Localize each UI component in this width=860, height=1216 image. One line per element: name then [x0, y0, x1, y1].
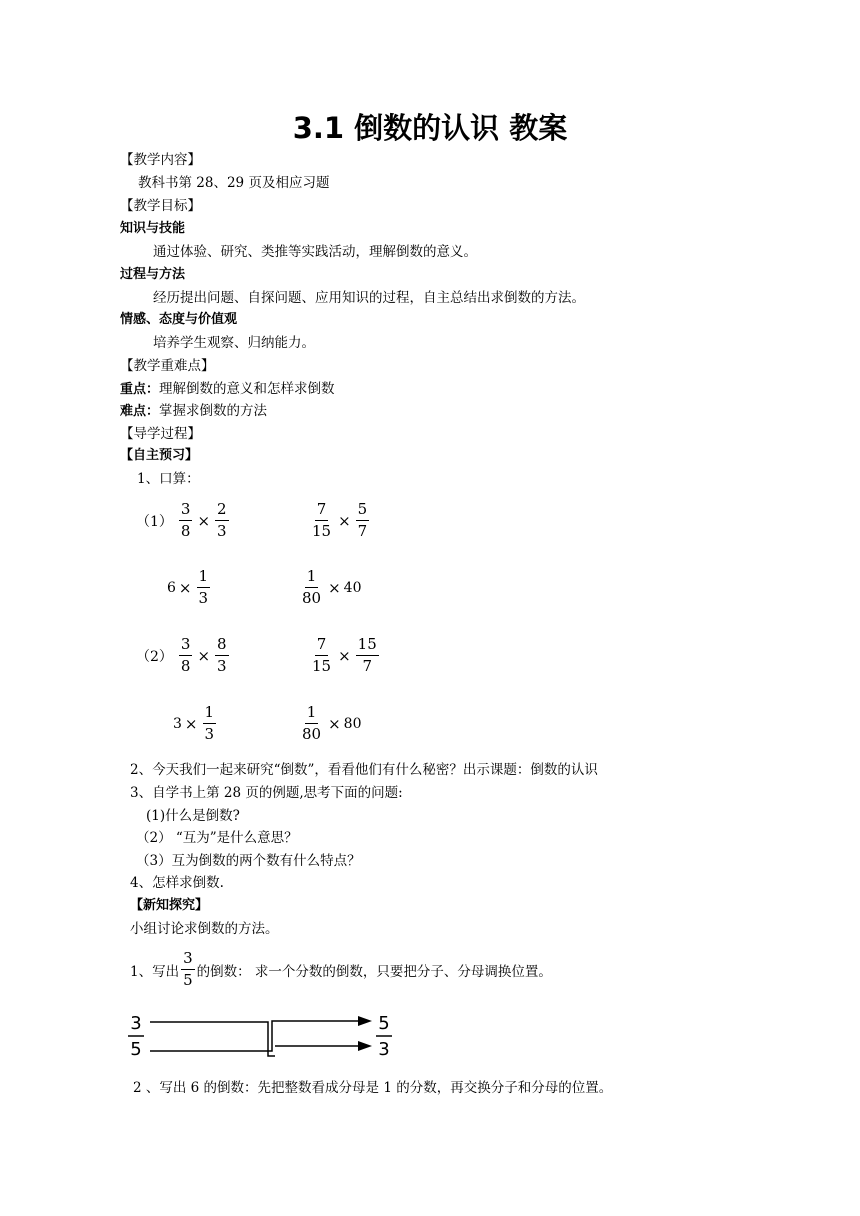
times-sign: × [197, 511, 211, 530]
explore-heading: 【新知探究】 [130, 898, 209, 913]
denominator: 15 [312, 522, 332, 540]
integer: 3 [173, 715, 182, 732]
times-sign: × [178, 578, 192, 597]
goals-heading: 【教学目标】 [120, 198, 201, 214]
numerator: 5 [356, 500, 370, 521]
process-text: 经历提出问题、自探问题、应用知识的过程，自主总结出求倒数的方法。 [153, 290, 585, 306]
fraction [179, 635, 193, 676]
arrow-head-icon [358, 1016, 372, 1026]
fraction [215, 635, 229, 676]
step-1-prefix: 1、写出 [130, 963, 180, 980]
calc-expr-c [167, 567, 212, 608]
key-point-text: 理解倒数的意义和怎样求倒数 [159, 381, 335, 397]
numerator: 7 [315, 635, 329, 656]
difficulty-text: 掌握求倒数的方法 [159, 403, 268, 419]
calc-expr-d [298, 567, 362, 608]
integer: 6 [167, 579, 176, 596]
denominator: 8 [180, 657, 191, 675]
page-title: 3.1 倒数的认识 教案 [292, 111, 568, 145]
numerator: 1 [197, 567, 211, 588]
fraction [310, 635, 333, 676]
numerator: 15 [356, 635, 379, 656]
diagram-right-denominator: 3 [378, 1039, 390, 1060]
denominator: 80 [302, 725, 322, 743]
reciprocal-swap-diagram [126, 1010, 396, 1062]
calc-expr-g [173, 703, 218, 744]
question-1: (1)什么是倒数? [146, 808, 240, 824]
key-difficulty-heading: 【教学重难点】 [120, 358, 215, 374]
knowledge-text: 通过体验、研究、类推等实践活动，理解倒数的意义。 [153, 244, 477, 260]
numerator: 1 [203, 703, 217, 724]
diagram-left-numerator: 3 [130, 1013, 142, 1034]
denominator: 80 [302, 589, 322, 607]
times-sign: × [338, 511, 351, 530]
emotion-heading: 情感、态度与价值观 [120, 312, 238, 327]
numerator: 3 [179, 635, 193, 656]
step-1-line [130, 949, 552, 990]
calc-expr-e [136, 635, 231, 676]
arrow-head-icon [358, 1041, 372, 1051]
numerator: 1 [305, 567, 319, 588]
denominator: 3 [217, 522, 227, 540]
times-sign: × [328, 578, 341, 597]
denominator: 3 [204, 725, 215, 743]
integer: 80 [343, 715, 362, 732]
times-sign: × [184, 714, 198, 733]
content-heading: 【教学内容】 [120, 152, 201, 168]
calc-expr-a [136, 500, 231, 541]
numerator: 3 [179, 500, 193, 521]
diagram-right-numerator: 5 [378, 1013, 390, 1034]
fraction [356, 635, 379, 676]
group-2-label: （2） [136, 648, 173, 665]
item-3: 3、自学书上第 28 页的例题,思考下面的问题: [130, 785, 403, 801]
calc-expr-f [308, 635, 381, 676]
denominator: 7 [362, 657, 372, 675]
times-sign: × [338, 646, 351, 665]
fraction [356, 500, 370, 541]
fraction [197, 567, 211, 608]
preview-heading: 【自主预习】 [120, 448, 199, 463]
times-sign: × [197, 646, 211, 665]
denominator: 15 [312, 657, 332, 675]
fraction [300, 703, 323, 744]
numerator: 2 [215, 500, 229, 521]
item-2: 2、今天我们一起来研究“倒数”，看看他们有什么秘密？出示课题：倒数的认识 [130, 762, 598, 778]
item-1: 1、口算： [137, 471, 200, 487]
denominator: 3 [198, 589, 209, 607]
numerator: 8 [215, 635, 229, 656]
key-point [120, 380, 335, 399]
numerator: 7 [315, 500, 329, 521]
difficulty-point [120, 402, 267, 421]
diagram-left-denominator: 5 [130, 1039, 142, 1060]
guide-heading: 【导学过程】 [120, 426, 201, 442]
times-sign: × [328, 714, 341, 733]
process-heading: 过程与方法 [120, 267, 186, 282]
key-point-label: 重点： [120, 382, 160, 397]
integer: 40 [343, 579, 362, 596]
denominator: 5 [183, 971, 193, 989]
fraction [181, 949, 195, 990]
difficulty-label: 难点： [120, 404, 160, 419]
numerator: 1 [305, 703, 319, 724]
fraction [215, 500, 229, 541]
denominator: 7 [357, 522, 368, 540]
denominator: 8 [180, 522, 191, 540]
emotion-text: 培养学生观察、归纳能力。 [153, 335, 315, 351]
item-4: 4、怎样求倒数. [130, 875, 224, 891]
fraction [203, 703, 217, 744]
question-3: （3）互为倒数的两个数有什么特点？ [136, 853, 361, 869]
group-1-label: （1） [136, 513, 173, 530]
calc-expr-b [308, 500, 371, 541]
explore-text: 小组讨论求倒数的方法。 [130, 921, 279, 937]
numerator: 3 [181, 949, 195, 970]
knowledge-heading: 知识与技能 [120, 221, 186, 236]
question-2: （2） “互为”是什么意思？ [136, 830, 298, 846]
step-2-line: 2 、写出 6 的倒数：先把整数看成分母是 1 的分数，再交换分子和分母的位置。 [133, 1080, 613, 1096]
step-1-suffix: 的倒数： 求一个分数的倒数，只要把分子、分母调换位置。 [196, 963, 552, 980]
fraction [179, 500, 193, 541]
denominator: 3 [217, 657, 227, 675]
fraction [310, 500, 333, 541]
content-text: 教科书第 28、29 页及相应习题 [138, 175, 330, 191]
fraction [300, 567, 323, 608]
calc-expr-h [298, 703, 362, 744]
